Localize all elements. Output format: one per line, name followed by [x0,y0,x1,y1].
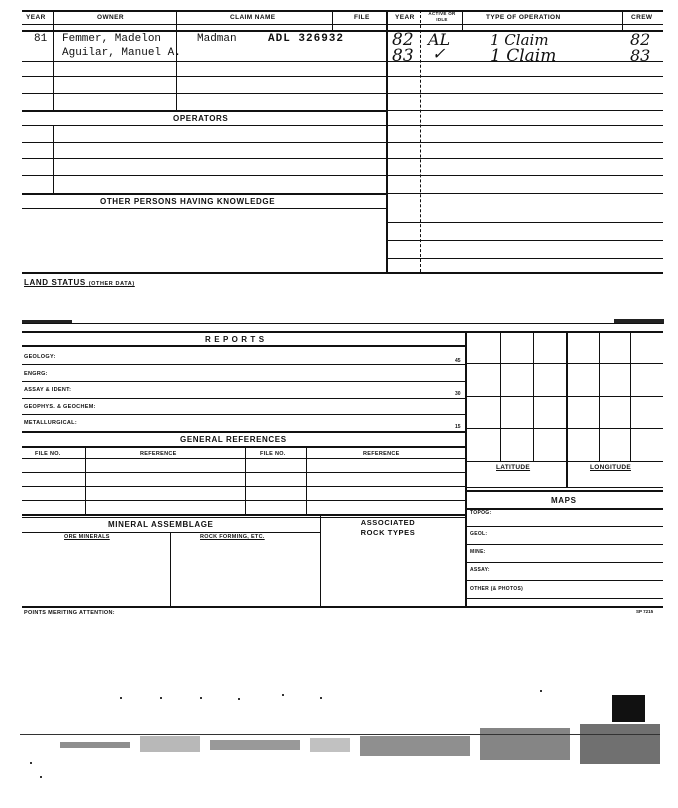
reports-title: R E P O R T S [205,335,265,344]
map-other: OTHER (& PHOTOS) [470,586,524,592]
report-metallurgical-num: 15 [455,424,461,430]
header-file: FILE [354,14,370,21]
owner-row-name: Femmer, Madelon [62,33,162,45]
op-row2-year: 83 [392,46,414,66]
ore-minerals-label: ORE MINERALS [64,534,110,540]
report-assay-num: 30 [455,391,461,397]
land-status-title [24,278,135,287]
report-geology: GEOLOGY: [24,354,56,360]
ref-file-no-2: FILE NO. [260,451,286,457]
owner-row-year: 81 [34,33,48,45]
op-row1-type: 1 Claim [490,31,549,49]
report-engrg: ENGRG: [24,371,48,377]
header-owner: OWNER [97,14,124,21]
owner-row2-name: Aguilar, Manuel A. [62,47,181,59]
op-row1-crew: 82 [630,30,651,49]
report-geophys: GEOPHYS. & GEOCHEM: [24,404,96,410]
header-year: YEAR [26,14,46,21]
longitude-label: LONGITUDE [590,464,631,471]
other-persons-title: OTHER PERSONS HAVING KNOWLEDGE [100,197,276,206]
report-geology-num: 45 [455,358,461,364]
ref-file-no: FILE NO. [35,451,61,457]
maps-title: MAPS [551,496,577,505]
report-assay: ASSAY & IDENT: [24,387,72,393]
map-topog: TOPOG: [470,510,492,516]
op-row2-type: 1 Claim [490,46,557,66]
mineral-assemblage-title: MINERAL ASSEMBLAGE [108,520,214,529]
owner-row-claim: Madman [197,33,237,45]
land-status-label: LAND STATUS [24,278,86,287]
op-row1-status: AL [428,30,451,49]
map-geol: GEOL: [470,531,488,537]
op-row2-status: ✓ [432,44,446,63]
form-number: SP 7215 [636,609,654,614]
rock-forming-label: ROCK FORMING, ETC. [200,534,265,540]
header-crew: CREW [631,14,653,21]
header-type-of-operation: TYPE OF OPERATION [486,14,561,21]
land-status-sub: (OTHER DATA) [88,281,135,287]
op-row2-crew: 83 [630,46,651,65]
ref-reference-2: REFERENCE [363,451,400,457]
latitude-label: LATITUDE [496,464,531,471]
header-claim-name: CLAIM NAME [230,14,276,21]
owner-row-file: ADL 326932 [268,33,345,45]
operators-title: OPERATORS [173,114,229,123]
op-row1-year: 82 [392,30,414,50]
header-year-2: YEAR [395,14,415,21]
general-references-title: GENERAL REFERENCES [180,435,287,444]
map-mine: MINE: [470,549,486,555]
ref-reference: REFERENCE [140,451,177,457]
associated-rock-types-title: ASSOCIATED ROCK TYPES [360,518,416,537]
report-metallurgical: METALLURGICAL: [24,420,77,426]
map-assay: ASSAY: [470,567,490,573]
points-meriting-label: POINTS MERITING ATTENTION: [24,610,115,616]
header-active-idle: ACTIVE OR IDLE [428,11,456,22]
